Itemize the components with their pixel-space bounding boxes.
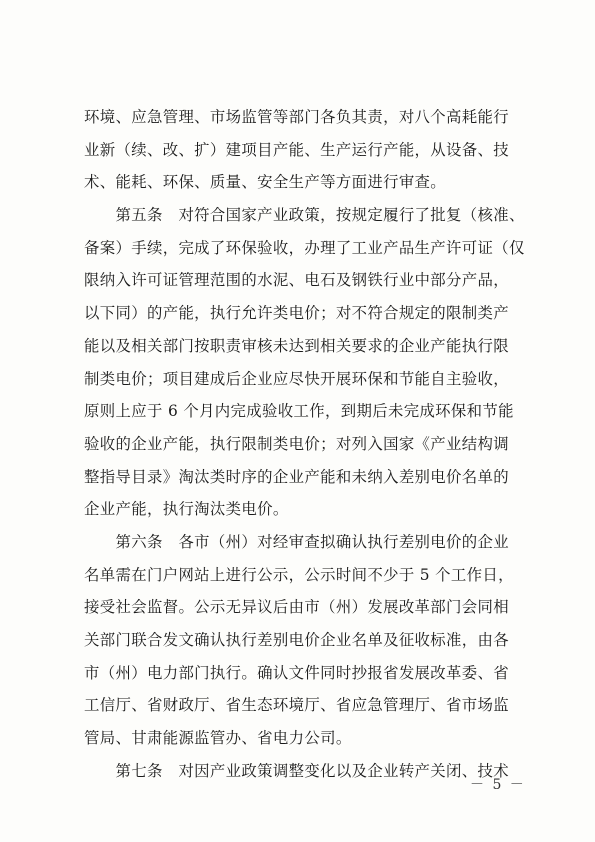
text-line: 企业产能，执行淘汰类电价。 bbox=[84, 500, 289, 519]
text-line: 以下同）的产能，执行允许类电价；对不符合规定的限制类产 bbox=[84, 304, 509, 323]
text-line: 环境、应急管理、市场监管等部门各负其责，对八个高耗能行 bbox=[84, 108, 509, 126]
text-line: 业新（续、改、扩）建项目产能、生产运行产能，从设备、技 bbox=[84, 140, 509, 159]
text-line: 工信厅、省财政厅、省生态环境厅、省应急管理厅、省市场监 bbox=[84, 696, 509, 715]
page-number: － 5 － bbox=[470, 777, 526, 793]
text-line: 术、能耗、环保、质量、安全生产等方面进行审查。 bbox=[84, 173, 447, 192]
text-line: 验收的企业产能，执行限制类电价；对列入国家《产业结构调 bbox=[84, 434, 509, 453]
text-line: 关部门联合发文确认执行差别电价企业名单及征收标准，由各 bbox=[84, 631, 509, 649]
text-line: 制类电价；项目建成后企业应尽快开展环保和节能自主验收， bbox=[84, 369, 509, 388]
article-7-heading-line: 第七条 对因产业政策调整变化以及企业转产关闭、技术 bbox=[84, 761, 509, 780]
text-line: 整指导目录》淘汰类时序的企业产能和未纳入差别电价名单的 bbox=[84, 467, 509, 486]
text-line: 管局、甘肃能源监管办、省电力公司。 bbox=[84, 729, 352, 748]
article-5-heading-line: 第五条 对符合国家产业政策，按规定履行了批复（核准、 bbox=[84, 206, 525, 225]
text-line: 接受社会监督。公示无异议后由市（州）发展改革部门会同相 bbox=[84, 598, 509, 617]
text-line: 能以及相关部门按职责审核未达到相关要求的企业产能执行限 bbox=[84, 336, 509, 355]
article-6-heading-line: 第六条 各市（州）对经审查拟确认执行差别电价的企业 bbox=[84, 532, 509, 551]
text-line: 市（州）电力部门执行。确认文件同时抄报省发展改革委、省 bbox=[84, 663, 509, 682]
text-line: 限纳入许可证管理范围的水泥、电石及钢铁行业中部分产品， bbox=[84, 271, 509, 290]
text-line: 备案）手续，完成了环保验收，办理了工业产品生产许可证（仅 bbox=[84, 238, 525, 257]
text-line: 原则上应于 6 个月内完成验收工作，到期后未完成环保和节能 bbox=[84, 402, 514, 421]
body-text bbox=[84, 101, 525, 787]
text-line: 名单需在门户网站上进行公示，公示时间不少于 5 个工作日， bbox=[84, 565, 514, 584]
